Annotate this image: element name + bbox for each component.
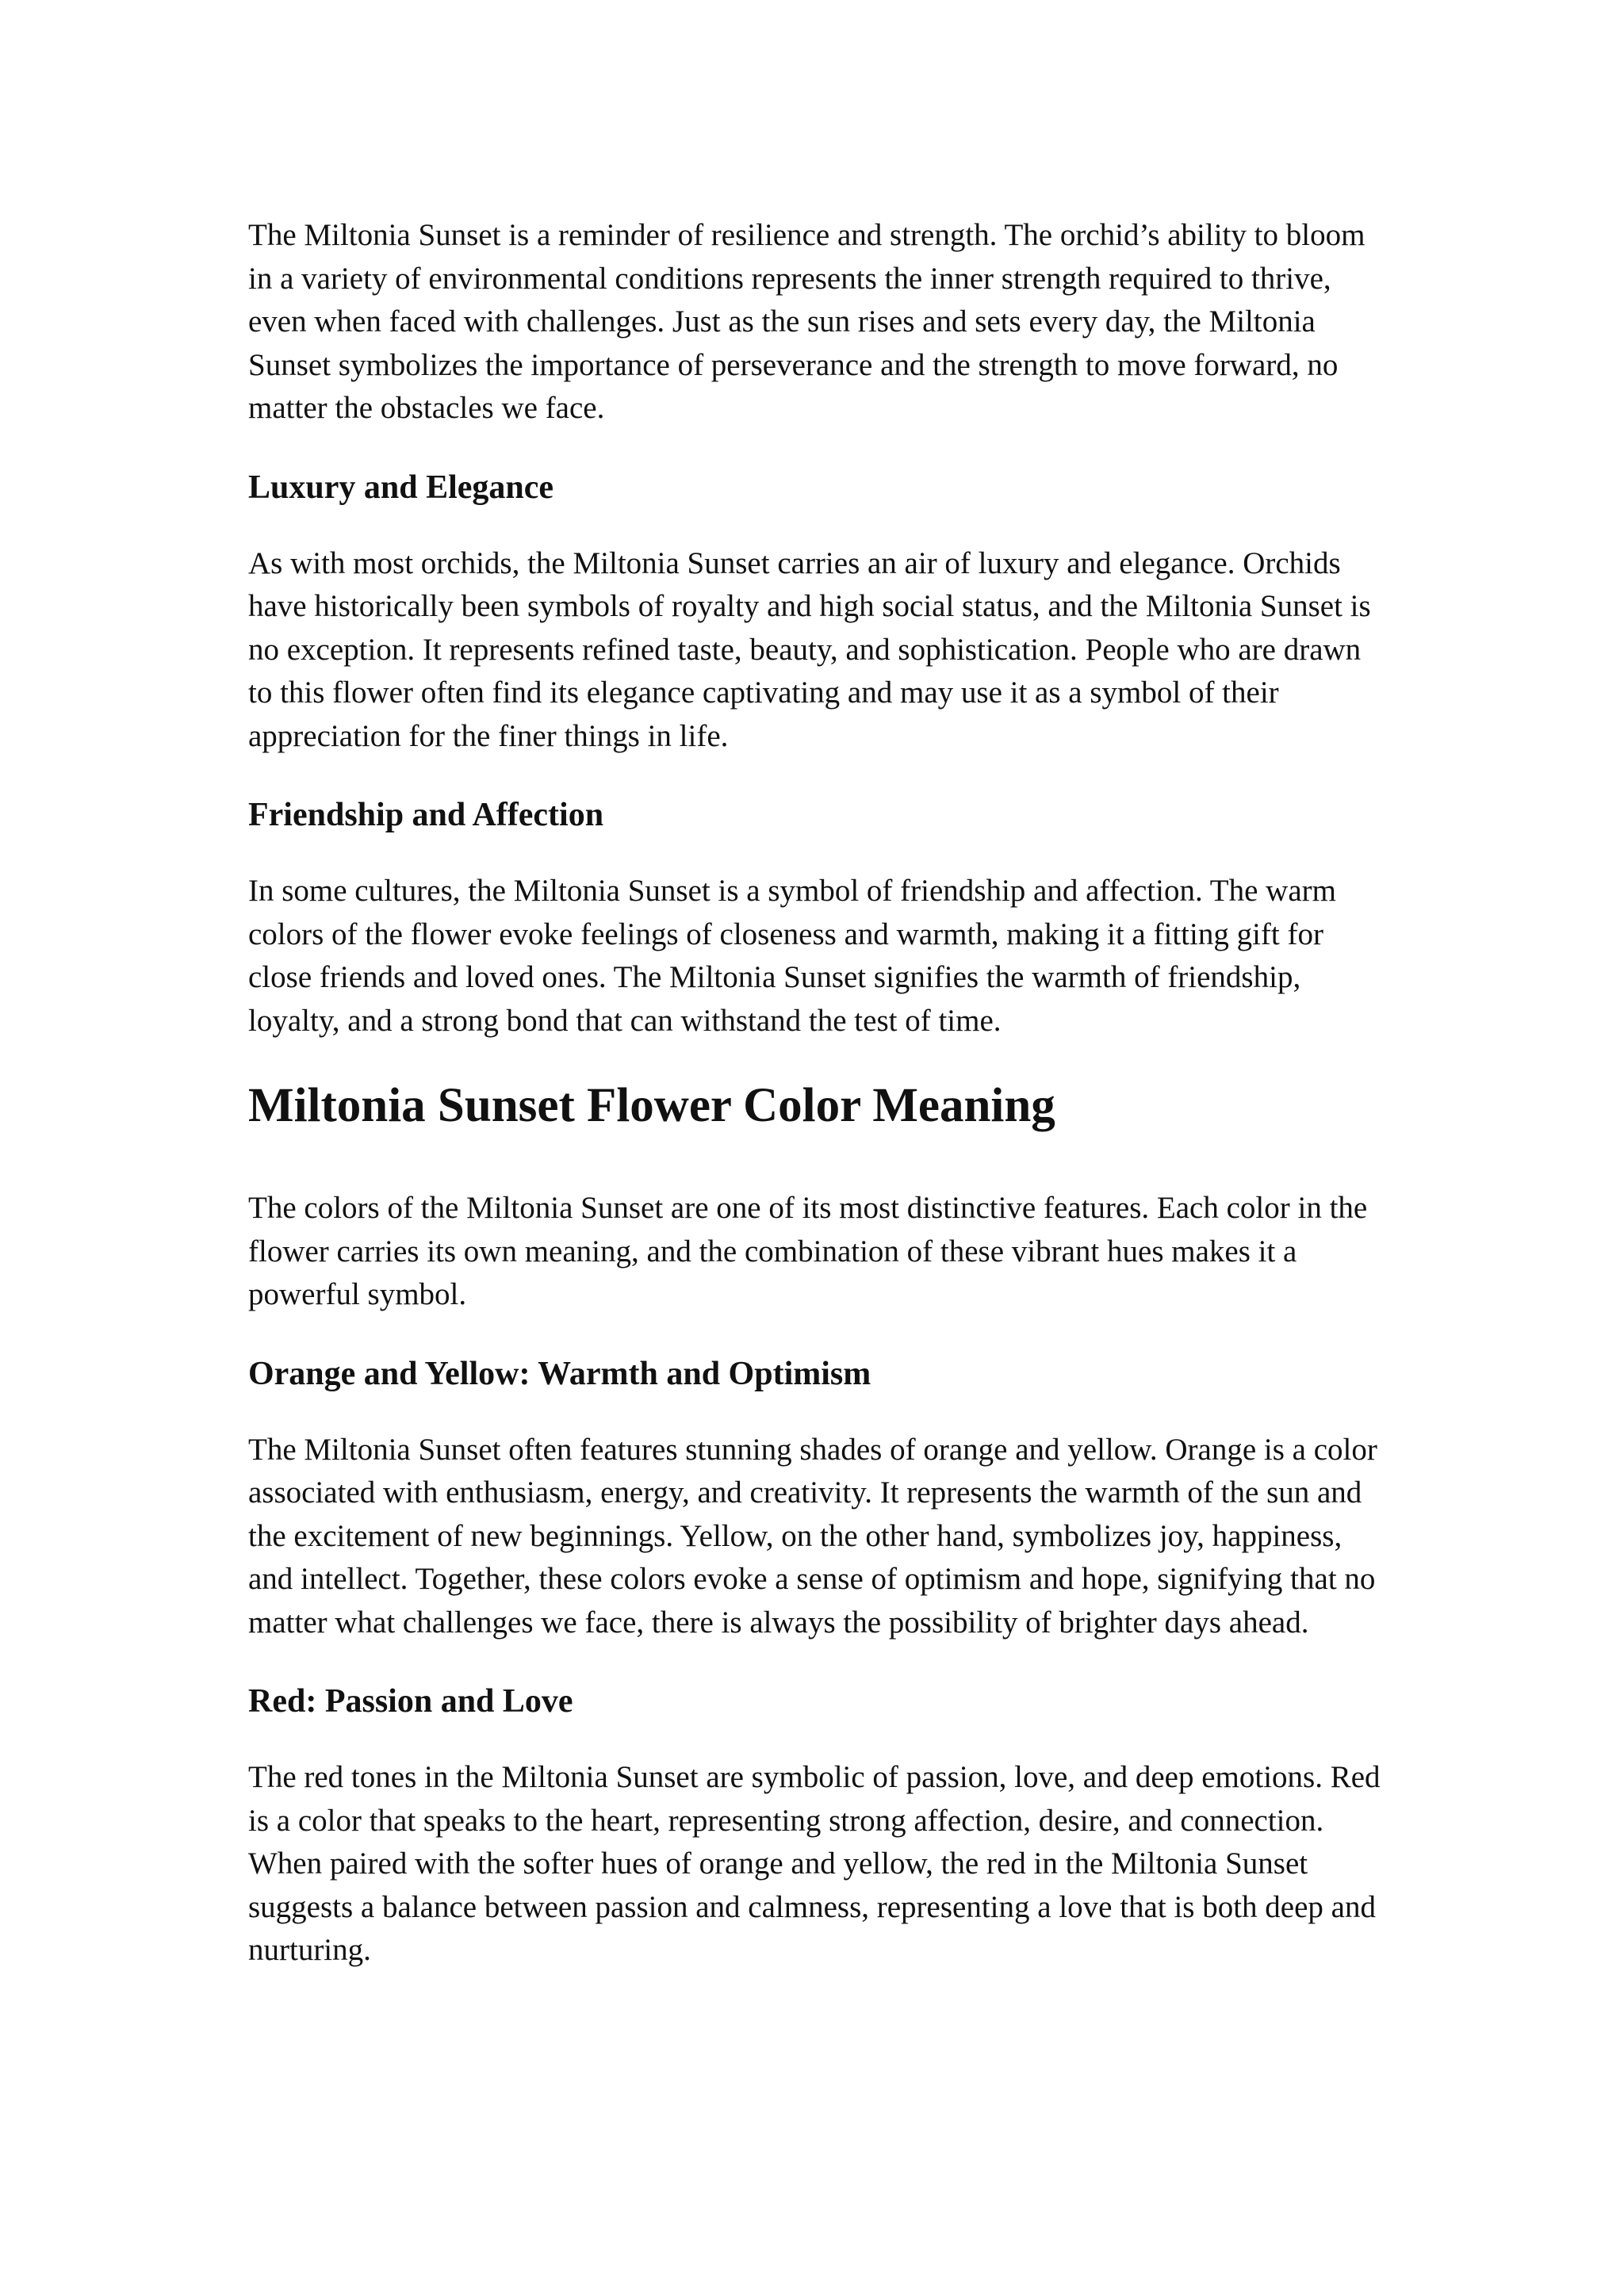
paragraph-orange-yellow: The Miltonia Sunset often features stunning shades of orange and yellow. Orange is a color associated with enthusiasm, energy, and creativity. It represents the warmth of the sun and the excitement of new beginnings. Yellow, on the other hand, symbolizes joy, happiness, and intellect. Together, these colors evoke a sense of optimism and hope, signifying that no matter what challenges we face, there is always the possibility of brighter days ahead. [248,1432,1377,1640]
section-heading-color-meaning: Miltonia Sunset Flower Color Meaning [248,1079,1055,1132]
paragraph-luxury: As with most orchids, the Miltonia Sunset carries an air of luxury and elegance. Orchids have historically been symbols of royalty and high social status, and the Miltonia Sunset is no exception. It represents refined taste, beauty, and sophistication. People who are drawn to this flower often find its elegance captivating and may use it as a symbol of their appreciation for the finer things in life. [248,545,1371,753]
heading-red: Red: Passion and Love [248,1683,573,1720]
paragraph-color-intro: The colors of the Miltonia Sunset are one of its most distinctive features. Each color in the flower carries its own meaning, and the combination of these vibrant hues makes it a powerful symbol. [248,1191,1368,1311]
heading-orange-yellow: Orange and Yellow: Warmth and Optimism [248,1355,871,1392]
paragraph-red: The red tones in the Miltonia Sunset are symbolic of passion, love, and deep emotions. Red is a color that speaks to the heart, representing strong affection, desire, and connection. When paired with the softer hues of orange and yellow, the red in the Miltonia Sunset suggests a balance between passion and calmness, representing a love that is both deep and nurturing. [248,1760,1381,1967]
heading-luxury-elegance: Luxury and Elegance [248,469,554,506]
heading-friendship-affection: Friendship and Affection [248,797,604,833]
document-page [248,214,1390,2007]
paragraph-friendship: In some cultures, the Miltonia Sunset is a symbol of friendship and affection. The warm colors of the flower evoke feelings of closeness and warmth, making it a fitting gift for close friends and loved ones. The Miltonia Sunset signifies the warmth of friendship, loyalty, and a strong bond that can withstand the test of time. [248,874,1336,1038]
paragraph-resilience: The Miltonia Sunset is a reminder of resilience and strength. The orchid’s ability to bloom in a variety of environmental conditions represents the inner strength required to thrive, even when faced with challenges. Just as the sun rises and sets every day, the Miltonia Sunset symbolizes the importance of perseverance and the strength to move forward, no matter the obstacles we face. [248,218,1365,425]
